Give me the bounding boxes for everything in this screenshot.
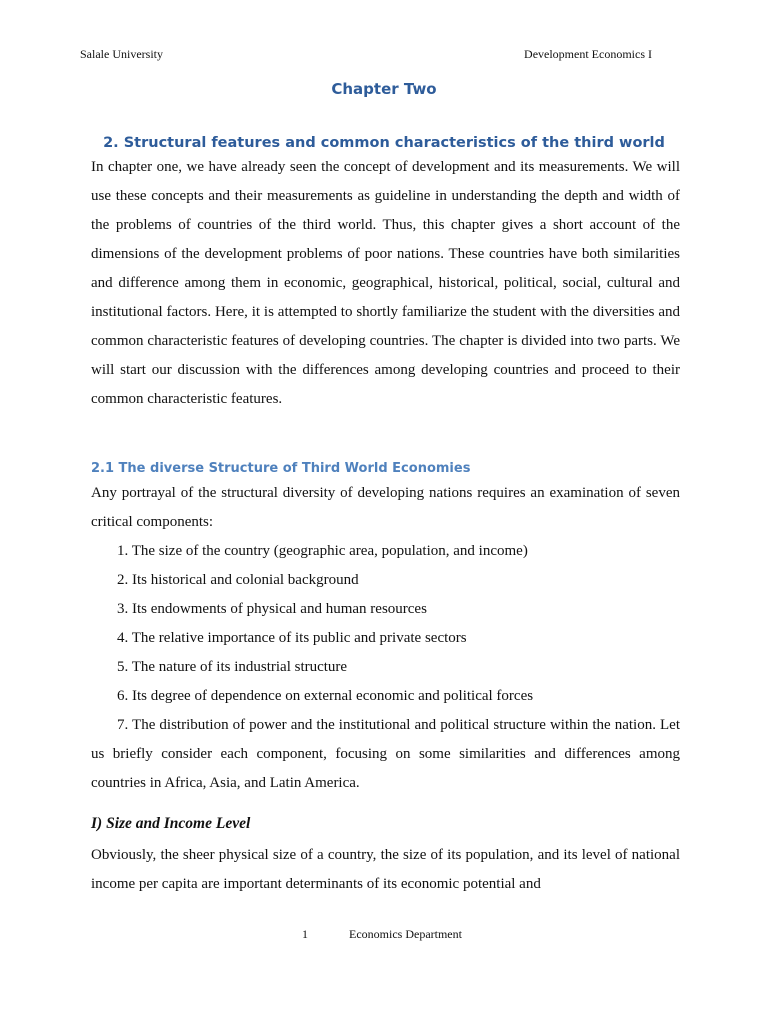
size-heading: I) Size and Income Level <box>91 815 251 832</box>
size-paragraph: Obviously, the sheer physical size of a country, the size of its population, and its level of national income per capita are important determinants of its economic potential and <box>91 847 680 892</box>
footer-department: Economics Department <box>349 927 462 941</box>
list-item: 1. The size of the country (geographic area, population, and income) <box>117 543 528 559</box>
list-item: 7. The distribution of power and the institutional and political structure within the nation. Let us briefly consider each component, focusing on some similarities and differences among countries in Africa, Asia, and Latin America. <box>91 717 680 791</box>
intro-paragraph: In chapter one, we have already seen the concept of development and its measurements. We will use these concepts and their measurements as guideline in understanding the depth and width of the problems of countries of the third world. Thus, this chapter gives a short account of the dimensions of the development problems of poor nations. These countries have both similarities and difference among them in economic, geographical, historical, political, social, cultural and institutional factors. Here, it is attempted to shortly familiarize the student with the diversities and common characteristic features of developing countries. The chapter is divided into two parts. We will start our discussion with the differences among developing countries and proceed to their common characteristic features. <box>91 159 680 407</box>
list-item: 2. Its historical and colonial background <box>117 572 359 588</box>
list-item: 5. The nature of its industrial structure <box>117 659 348 675</box>
subsection-paragraph: Any portrayal of the structural diversity of developing nations requires an examination of seven critical components: <box>91 485 680 530</box>
section-title: 2. Structural features and common characteristics of the third world <box>103 135 665 151</box>
list-item: 6. Its degree of dependence on external economic and political forces <box>117 688 534 704</box>
components-list <box>91 537 680 798</box>
footer-page-number: 1 <box>302 927 308 941</box>
subsection-title: 2.1 The diverse Structure of Third World Economies <box>91 461 471 476</box>
chapter-title: Chapter Two <box>331 80 437 98</box>
list-item: 4. The relative importance of its public and private sectors <box>117 630 467 646</box>
header-course: Development Economics I <box>524 47 652 61</box>
header-university: Salale University <box>80 47 163 61</box>
list-item: 3. Its endowments of physical and human resources <box>117 601 427 617</box>
